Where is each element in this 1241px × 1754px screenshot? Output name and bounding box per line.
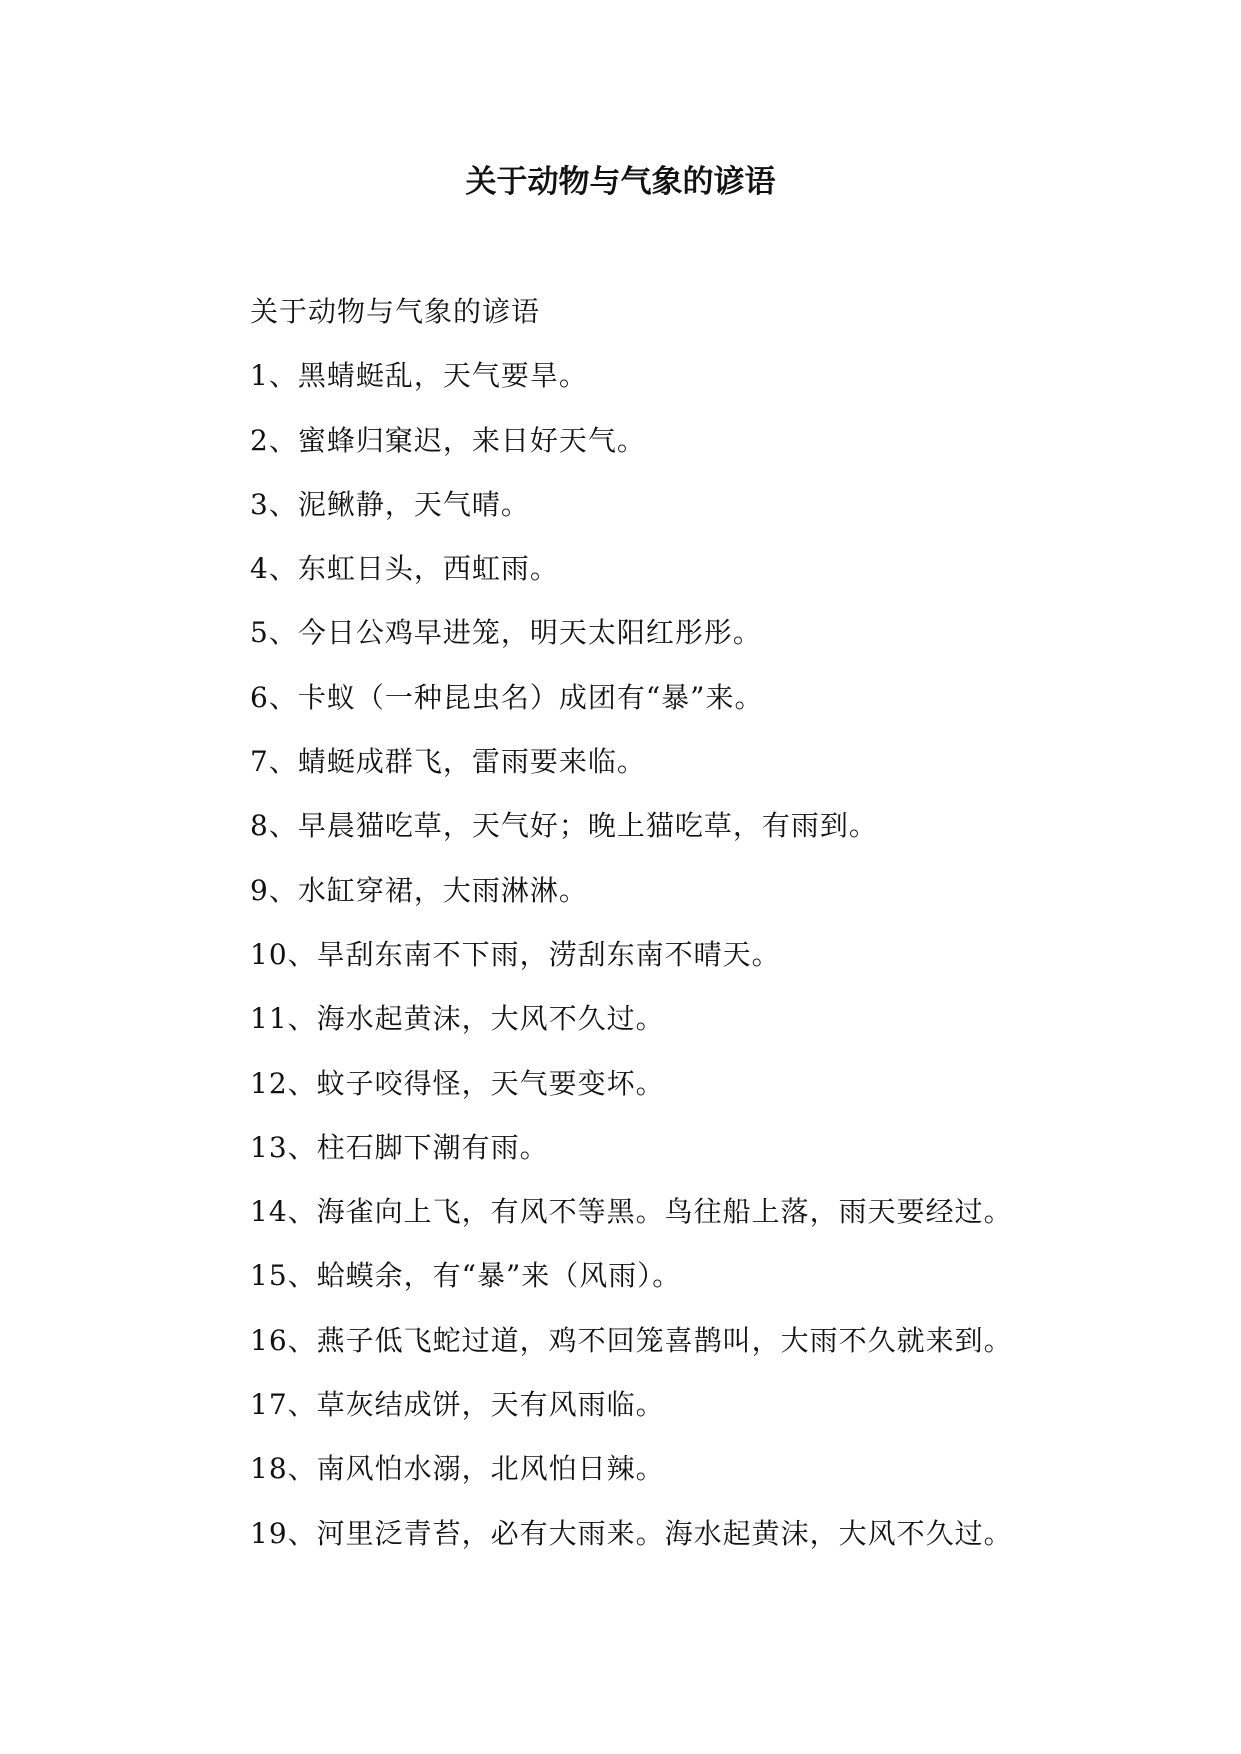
proverb-line: 16、燕子低飞蛇过道，鸡不回笼喜鹊叫，大雨不久就来到。: [250, 1323, 1013, 1357]
proverb-line: 10、旱刮东南不下雨，涝刮东南不晴天。: [250, 937, 781, 971]
proverb-line: 3、泥鳅静，天气晴。: [250, 487, 530, 521]
document-body: [250, 292, 1150, 1578]
proverb-line: 13、柱石脚下潮有雨。: [250, 1130, 549, 1164]
proverb-line: 19、河里泛青苔，必有大雨来。海水起黄沫，大风不久过。: [250, 1516, 1013, 1550]
document-title: 关于动物与气象的谚语: [465, 164, 776, 200]
proverb-line: 11、海水起黄沫，大风不久过。: [250, 1002, 665, 1036]
proverb-line: 9、水缸穿裙，大雨淋淋。: [250, 873, 588, 907]
proverb-line: 7、蜻蜓成群飞，雷雨要来临。: [250, 745, 646, 779]
proverb-line: 14、海雀向上飞，有风不等黑。鸟往船上落，雨天要经过。: [250, 1195, 1013, 1229]
proverb-line: 15、蛤蟆余，有“暴”来（风雨）。: [250, 1259, 682, 1293]
section-heading: 关于动物与气象的谚语: [250, 295, 541, 328]
proverb-line: 18、南风怕水溺，北风怕日辣。: [250, 1452, 665, 1486]
proverb-line: 1、黑蜻蜓乱，天气要旱。: [250, 359, 588, 393]
proverb-line: 4、东虹日头，西虹雨。: [250, 552, 559, 586]
proverb-line: 17、草灰结成饼，天有风雨临。: [250, 1388, 665, 1422]
proverb-line: 2、蜜蜂归窠迟，来日好天气。: [250, 423, 646, 457]
proverb-line: 12、蚊子咬得怪，天气要变坏。: [250, 1066, 665, 1100]
proverb-line: 8、早晨猫吃草，天气好；晚上猫吃草，有雨到。: [250, 809, 878, 843]
proverb-line: 5、今日公鸡早进笼，明天太阳红彤彤。: [250, 616, 762, 650]
proverb-line: 6、卡蚁（一种昆虫名）成团有“暴”来。: [250, 680, 764, 714]
